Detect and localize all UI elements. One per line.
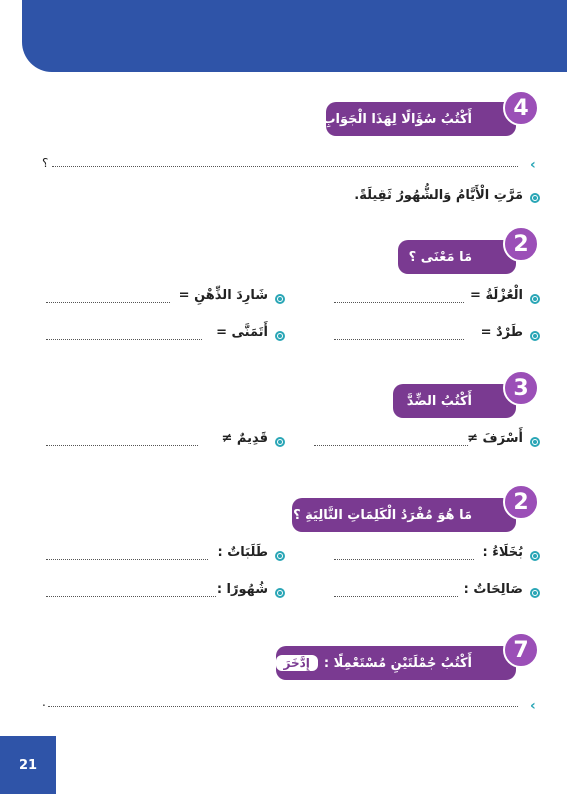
answer-line — [52, 166, 518, 167]
answer-line — [48, 706, 518, 707]
header-band — [22, 0, 567, 72]
word-item: طَرْدٌ = — [480, 325, 523, 340]
section-title-meaning — [398, 240, 516, 274]
answer-line — [46, 596, 216, 597]
bullet-icon — [275, 331, 285, 341]
answer-line — [46, 302, 170, 303]
section-title-text: أَكْتُبُ الضِّدَّ — [406, 393, 472, 409]
answer-line — [334, 596, 458, 597]
page-number: 21 — [0, 736, 56, 794]
word-item: شُهُورًا : — [216, 582, 268, 597]
section-title-opposite — [393, 384, 516, 418]
bullet-icon — [275, 588, 285, 598]
answer-line — [46, 445, 198, 446]
bullet-icon — [275, 437, 285, 447]
bullet-icon — [530, 437, 540, 447]
word-item: بُخَلَاءُ : — [482, 545, 523, 560]
bullet-icon — [275, 551, 285, 561]
chevron-icon: ‹ — [530, 698, 536, 714]
bullet-icon — [530, 551, 540, 561]
score-badge: 2 — [503, 484, 539, 520]
answer-line — [314, 445, 468, 446]
end-mark: . — [42, 695, 46, 709]
question-mark: ؟ — [42, 156, 49, 170]
bullet-icon — [275, 294, 285, 304]
score-badge: 2 — [503, 226, 539, 262]
section-title-text: مَا هُوَ مُفْرَدُ الْكَلِمَاتِ التَّالِيَةِ ؟ — [293, 507, 472, 523]
score-badge: 3 — [503, 370, 539, 406]
section-title-text: مَا مَعْنَى ؟ — [408, 249, 472, 265]
answer-line — [334, 339, 464, 340]
score-badge: 4 — [503, 90, 539, 126]
bullet-icon — [530, 588, 540, 598]
chevron-icon: ‹ — [530, 157, 536, 173]
answer-line — [334, 559, 474, 560]
word-item: أَتَمَنَّى = — [216, 325, 268, 340]
section-title-write-question — [322, 102, 516, 136]
section-title-two-sentences — [276, 646, 516, 680]
bullet-icon — [530, 193, 540, 203]
word-item: قَدِيمٌ ≠ — [221, 431, 268, 446]
section-title-singular — [292, 498, 516, 532]
word-item: صَالِحَاتٌ : — [463, 582, 523, 597]
bullet-icon — [530, 331, 540, 341]
section-title-text: أَكْتُبُ جُمْلَتَيْنِ مُسْتَعْمِلًا : — [323, 655, 472, 671]
answer-line — [334, 302, 464, 303]
section-title-text: أَكْتُبُ سُؤَالًا لِهَذَا الْجَوَابِ — [322, 111, 472, 127]
answer-line — [46, 559, 208, 560]
answer-line — [46, 339, 202, 340]
word-item: شَارِدَ الذِّهْنِ = — [178, 288, 268, 303]
keyword-chip: إِدَّخَرَ — [276, 655, 318, 671]
word-item: أَسْرَفَ ≠ — [467, 431, 523, 446]
score-badge: 7 — [503, 632, 539, 668]
word-item: الْعُزْلَةُ = — [470, 288, 523, 303]
bullet-icon — [530, 294, 540, 304]
word-item: طَلَبَاتٌ : — [217, 545, 268, 560]
given-answer-text: مَرَّتِ الْأَيَّامُ وَالشُّهُورُ ثَقِيلَةً. — [354, 188, 523, 203]
